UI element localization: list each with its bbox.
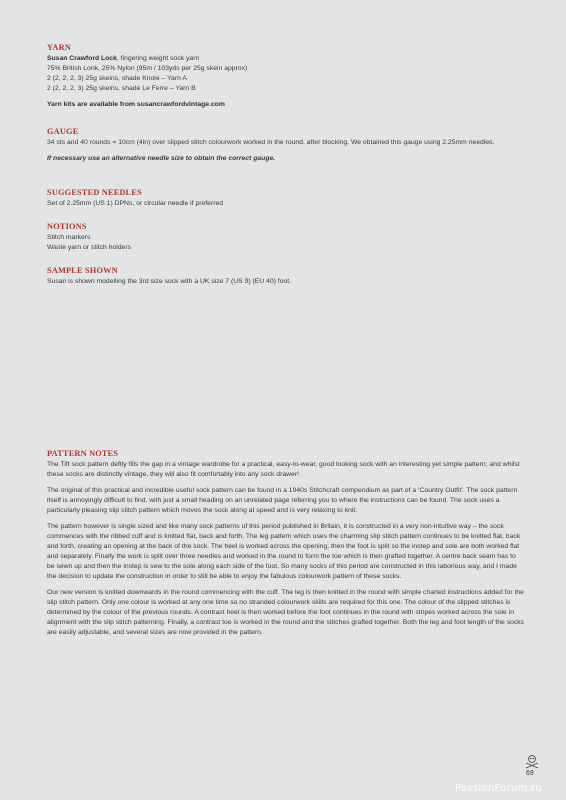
needles-section xyxy=(47,187,525,209)
skull-crossbones-icon xyxy=(524,754,540,769)
gauge-note: If necessary use an alternative needle size to obtain the correct gauge. xyxy=(47,155,276,162)
sample-heading: SAMPLE SHOWN xyxy=(47,266,118,275)
needles-heading: SUGGESTED NEEDLES xyxy=(47,188,142,197)
needles-text: Set of 2.25mm (US 1) DPNs, or circular needle if preferred xyxy=(47,200,224,207)
notions-item: Stitch markers xyxy=(47,234,91,241)
yarn-brand: Susan Crawford Lock xyxy=(47,55,117,62)
yarn-line: 2 (2, 2, 2, 3) 25g skeins, shade Knole – Yarn A xyxy=(47,75,187,82)
pattern-notes-heading: PATTERN NOTES xyxy=(47,449,119,458)
notions-item: Waste yarn or stitch holders xyxy=(47,244,131,251)
watermark: PassionForum.ru xyxy=(455,783,543,794)
gauge-text: 34 sts and 40 rounds = 10cm (4in) over slipped stitch colourwork worked in the round, after blocking. We obtained this gauge using 2.25mm needles. xyxy=(47,139,495,146)
pattern-notes-paragraph: The pattern however is single sized and like many sock patterns of this period published in Britain, it is constructed in a very non-intuitive way – the sock commences with the ribbed cuff and is knitted flat, back and forth. The leg pattern which uses the charming slip stitch pattern continues to be knitted flat, back and forth, creating an opening at the back of the sock. The heel is worked across the opening; then the foot is split so the instep and sole are both worked flat and separately. Finally the work is split over three needles and worked in the round to form the toe which is then grafted together. A centre back seam has to be sewn up and then the instep is sew to the sole along each side of the foot. So many socks of this period are constructed in this laborious way, and I made the decision to update the construction in order to still be able to enjoy the fabulous colourwork pattern of these socks. xyxy=(47,523,521,580)
yarn-brand-line xyxy=(47,54,525,64)
yarn-line: 2 (2, 2, 2, 3) 25g skeins, shade Le Ferre – Yarn B xyxy=(47,85,196,92)
notions-heading: NOTIONS xyxy=(47,222,87,231)
yarn-section xyxy=(47,42,525,110)
gauge-section xyxy=(47,126,525,164)
gauge-heading: GAUGE xyxy=(47,127,79,136)
page-number: 69 xyxy=(526,770,534,777)
yarn-heading: YARN xyxy=(47,43,72,52)
pattern-notes-paragraph: Our new version is knitted downwards in the round commencing with the cuff. The leg is then knitted in the round with simple charted instructions added for the slip stitch pattern. Only one colour is worked at any one time so no stranded colourwork skills are required for this one. The colour of the slipped stitches is determined by the colour of the previous rounds. A contrast heel is then worked before the foot continues in the round with stripes worked across the sole in alignment with the slip stitch patterning. Finally, a contrast toe is worked in the round and the stitches grafted together. Both the leg and foot length of the socks are easily adjustable, and several sizes are now provided in the pattern. xyxy=(47,589,525,636)
pattern-notes-paragraph: The original of this practical and incredible useful sock pattern can be found in a 1940s Stitchcraft compendium as part of a ‘Country Outfit’. The sock pattern itself is annoyingly difficult to find, with just a small heading on an unrelated page referring you to where the instructions can be found. The sock uses a particularly pleasing slip stitch pattern which moves the sock along at speed and is very relaxing to knit. xyxy=(47,487,518,514)
yarn-kits: Yarn kits are available from susancrawfordvintage.com xyxy=(47,101,225,108)
sample-text: Susan is shown modelling the 3rd size sock with a UK size 7 (US 9) (EU 40) foot. xyxy=(47,278,292,285)
sample-section xyxy=(47,265,525,287)
pattern-notes-paragraph: The Tift sock pattern deftly fills the gap in a vintage wardrobe for a practical, easy-to-wear, good looking sock with an interesting yet simple pattern; and whilst these socks are distinctly vintage, they will also fit comfortably into any sock drawer! xyxy=(47,461,520,478)
notions-section xyxy=(47,221,525,253)
pattern-notes-section xyxy=(47,448,525,638)
yarn-brand-rest: , fingering weight sock yarn xyxy=(116,55,200,62)
yarn-line: 75% British Lonk, 25% Nylon (95m / 103yds per 25g skein approx) xyxy=(47,65,248,72)
